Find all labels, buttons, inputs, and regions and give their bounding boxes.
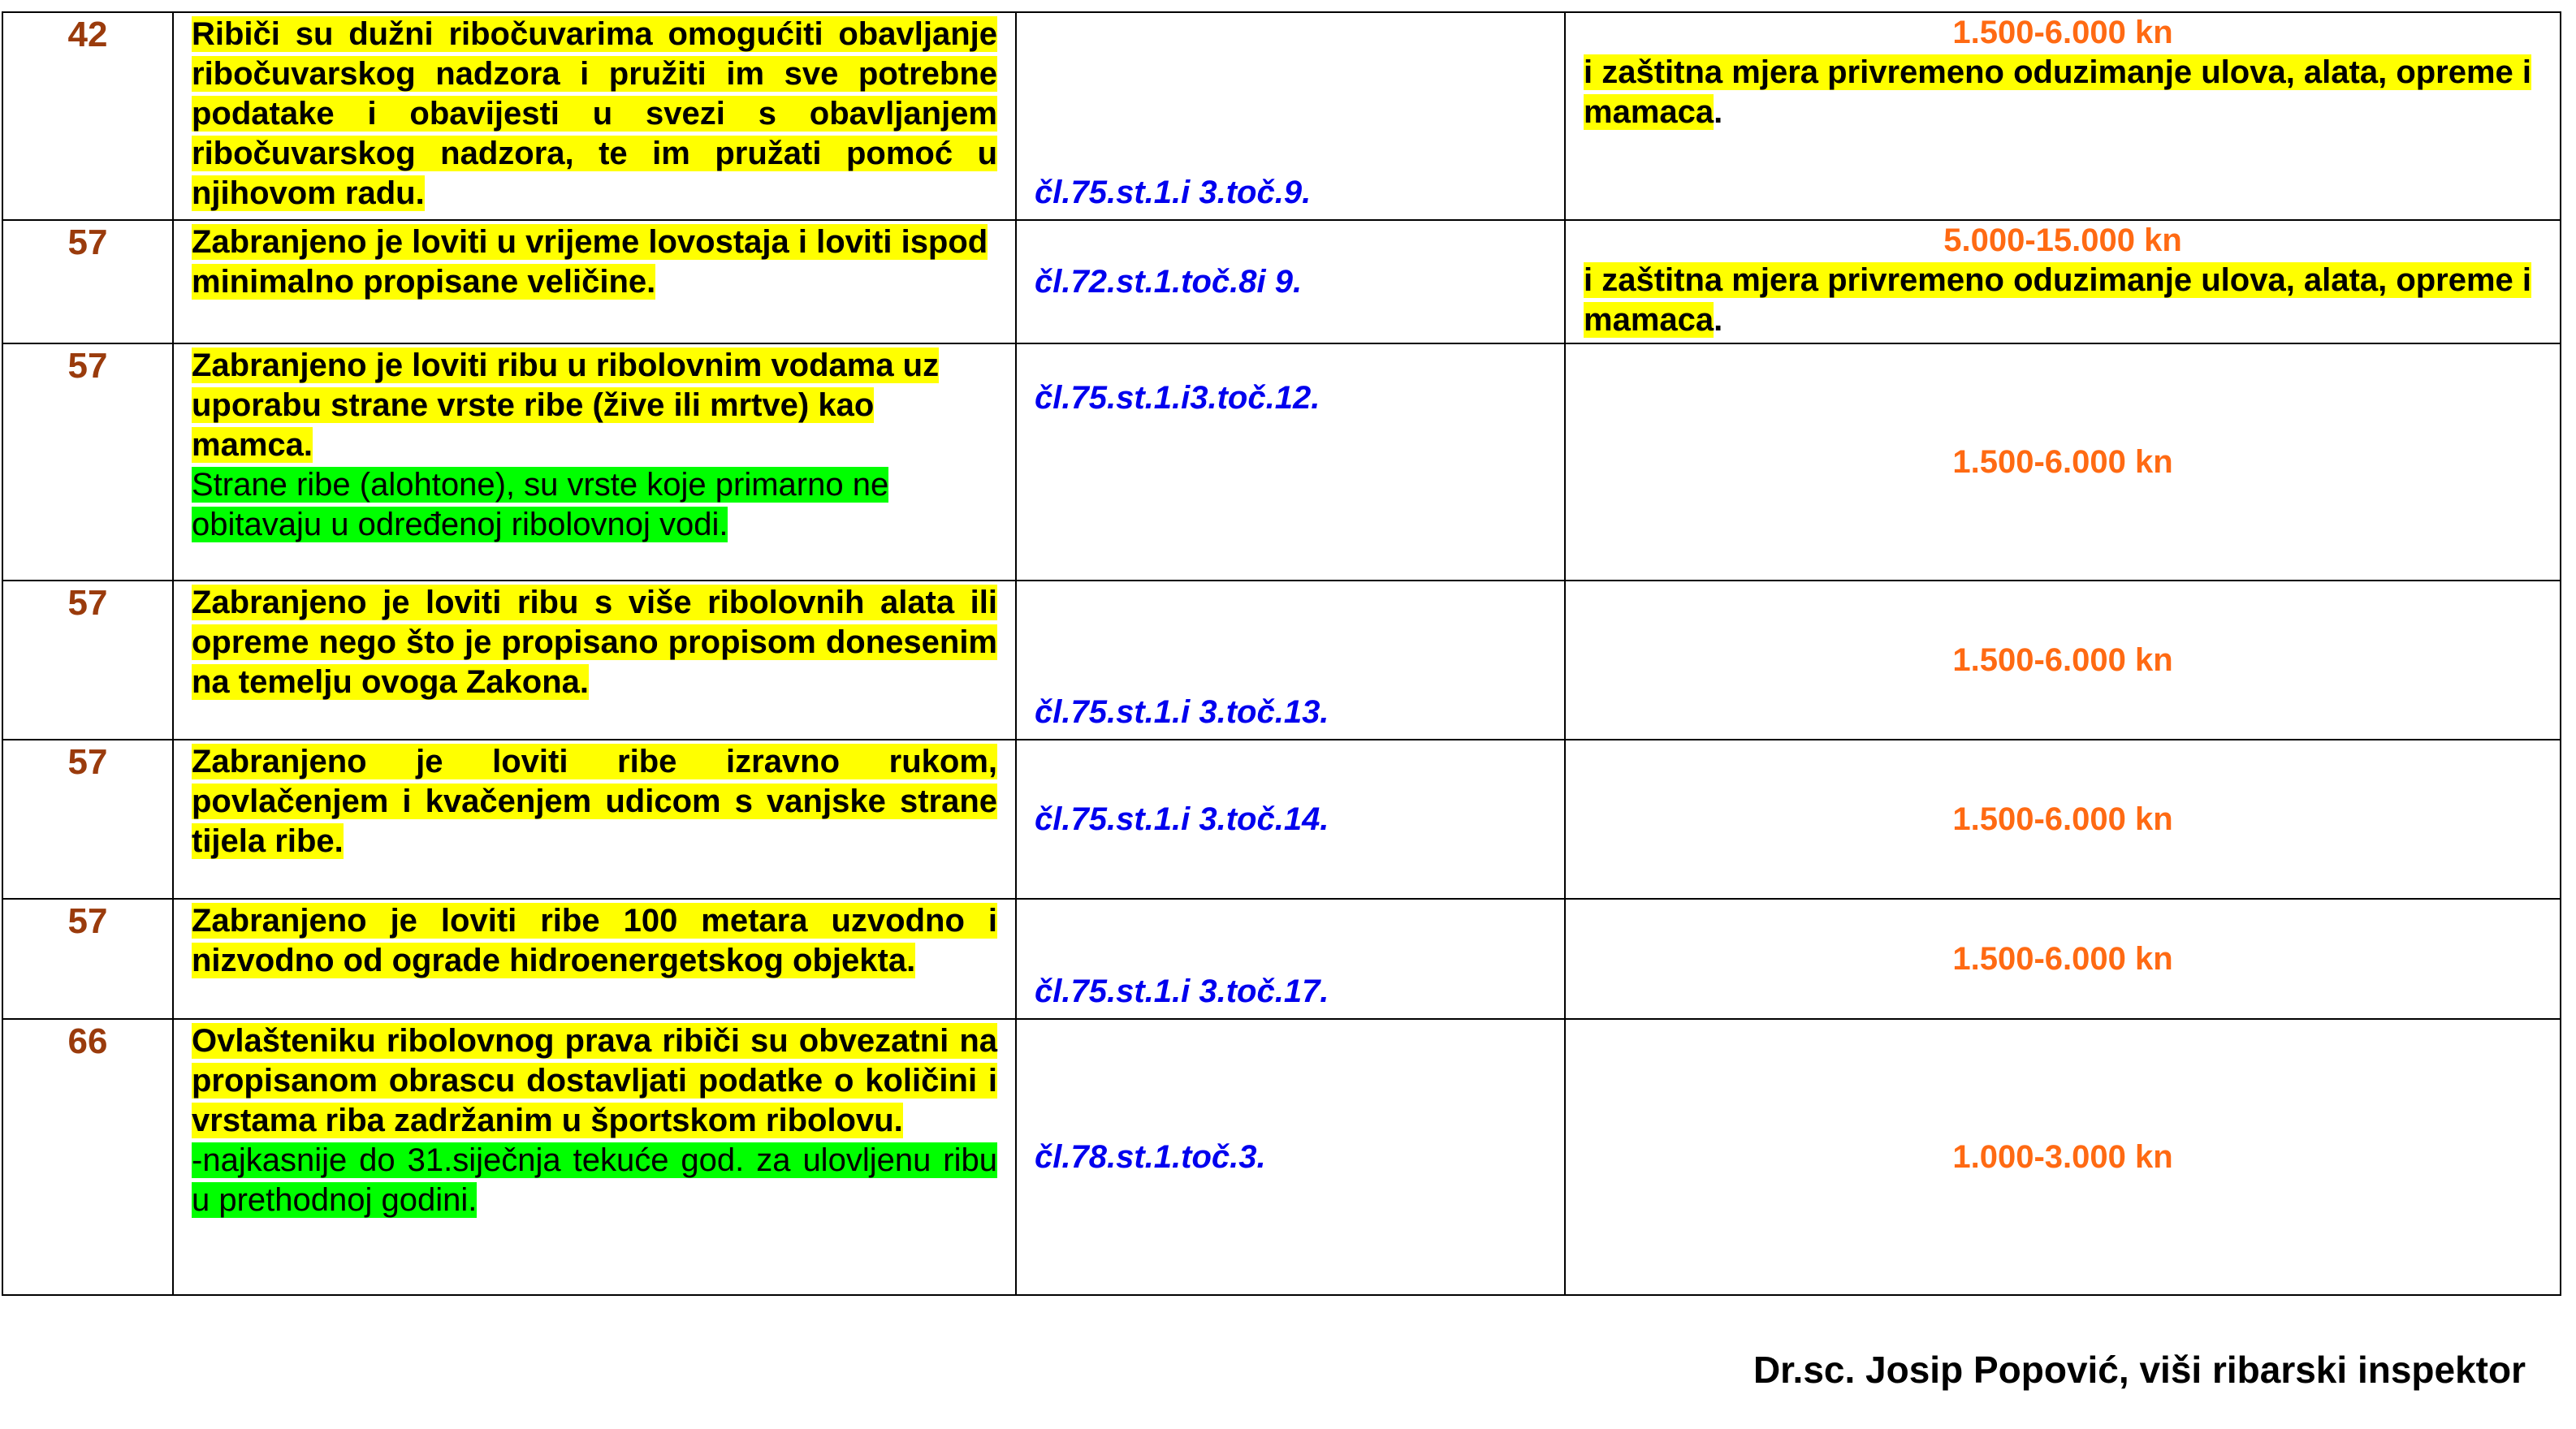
- description-cell: [173, 343, 1016, 581]
- table-row: [2, 220, 2561, 343]
- description-text: Zabranjeno je loviti ribe izravno rukom, povlačenjem i kvačenjem udicom s vanjske strane tijela ribe.: [192, 744, 997, 859]
- description-cell: [173, 581, 1016, 740]
- penalties-table: [2, 11, 2561, 1296]
- table-row: [2, 12, 2561, 220]
- description-cell: [173, 740, 1016, 899]
- description-text: Zabranjeno je loviti ribu u ribolovnim vodama uz uporabu strane vrste ribe (žive ili mrtve) kao mamca.: [192, 348, 940, 463]
- fine-amount: 1.000-3.000 kn: [1952, 1138, 2173, 1175]
- description-text: Ovlašteniku ribolovnog prava ribiči su obvezatni na propisanom obrascu dostavljati podatke o količini i vrstama riba zadržanim u športskom ribolovu.: [192, 1023, 997, 1138]
- reference-cell: [1016, 12, 1565, 220]
- fine-cell: [1565, 220, 2561, 343]
- description-text: Zabranjeno je loviti ribe 100 metara uzvodno i nizvodno od ograde hidroenergetskog objekta.: [192, 903, 997, 978]
- description-note: Strane ribe (alohtone), su vrste koje primarno ne obitavaju u određenoj ribolovnoj vodi.: [192, 467, 889, 542]
- law-reference: čl.72.st.1.toč.8i 9.: [1035, 263, 1303, 300]
- description-cell: [173, 1019, 1016, 1295]
- row-number: 57: [2, 740, 173, 899]
- table-row: [2, 581, 2561, 740]
- law-reference: čl.75.st.1.i 3.toč.9.: [1035, 175, 1312, 210]
- row-number: 57: [2, 343, 173, 581]
- table-row: [2, 343, 2561, 581]
- table-row: [2, 740, 2561, 899]
- fine-amount: 1.500-6.000 kn: [1952, 801, 2173, 837]
- law-reference: čl.75.st.1.i 3.toč.13.: [1035, 694, 1329, 730]
- reference-cell: [1016, 1019, 1565, 1295]
- fine-amount: 1.500-6.000 kn: [1952, 940, 2173, 977]
- fine-cell: [1565, 740, 2561, 899]
- reference-cell: [1016, 899, 1565, 1019]
- reference-cell: [1016, 740, 1565, 899]
- fine-amount: 1.500-6.000 kn: [1952, 15, 2173, 50]
- row-number: 66: [2, 1019, 173, 1295]
- protective-measure: [1584, 261, 2542, 340]
- description-cell: [173, 12, 1016, 220]
- description-note: -najkasnije do 31.siječnja tekuće god. za ulovljenu ribu u prethodnoj godini.: [192, 1142, 997, 1218]
- fine-cell: [1565, 581, 2561, 740]
- fine-amount: 5.000-15.000 kn: [1943, 222, 2182, 258]
- description-text: Ribiči su dužni ribočuvarima omogućiti obavljanje ribočuvarskog nadzora i pružiti im sve potrebne podatake i obavijesti u svezi s obavljanjem ribočuvarskog nadzora, te im pružati pomoć u njihovom radu.: [192, 16, 997, 211]
- protective-measure: [1584, 53, 2542, 132]
- table-row: [2, 899, 2561, 1019]
- table-row: [2, 1019, 2561, 1295]
- reference-cell: [1016, 581, 1565, 740]
- reference-cell: [1016, 220, 1565, 343]
- description-text: Zabranjeno je loviti u vrijeme lovostaja i loviti ispod minimalno propisane veličine.: [192, 224, 988, 300]
- fine-amount: 1.500-6.000 kn: [1952, 443, 2173, 480]
- protective-measure-text: i zaštitna mjera privremeno oduzimanje ulova, alata, opreme i mamaca: [1584, 54, 2532, 130]
- reference-cell: [1016, 343, 1565, 581]
- description-cell: [173, 899, 1016, 1019]
- fine-amount: 1.500-6.000 kn: [1952, 641, 2173, 678]
- row-number: 57: [2, 220, 173, 343]
- fine-cell: [1565, 1019, 2561, 1295]
- row-number: 57: [2, 581, 173, 740]
- protective-measure-end: .: [1714, 302, 1723, 338]
- row-number: 42: [2, 12, 173, 220]
- law-reference: čl.75.st.1.i 3.toč.17.: [1035, 974, 1329, 1009]
- law-reference: čl.78.st.1.toč.3.: [1035, 1138, 1266, 1175]
- law-reference: čl.75.st.1.i 3.toč.14.: [1035, 801, 1329, 837]
- row-number: 57: [2, 899, 173, 1019]
- fine-cell: [1565, 343, 2561, 581]
- fine-cell: [1565, 899, 2561, 1019]
- description-cell: [173, 220, 1016, 343]
- protective-measure-text: i zaštitna mjera privremeno oduzimanje ulova, alata, opreme i mamaca: [1584, 262, 2532, 338]
- description-text: Zabranjeno je loviti ribu s više ribolovnih alata ili opreme nego što je propisano propisom donesenim na temelju ovoga Zakona.: [192, 585, 997, 700]
- law-reference: čl.75.st.1.i3.toč.12.: [1035, 380, 1320, 416]
- signature: Dr.sc. Josip Popović, viši ribarski inspektor: [1753, 1349, 2526, 1391]
- protective-measure-end: .: [1714, 94, 1723, 130]
- fine-cell: [1565, 12, 2561, 220]
